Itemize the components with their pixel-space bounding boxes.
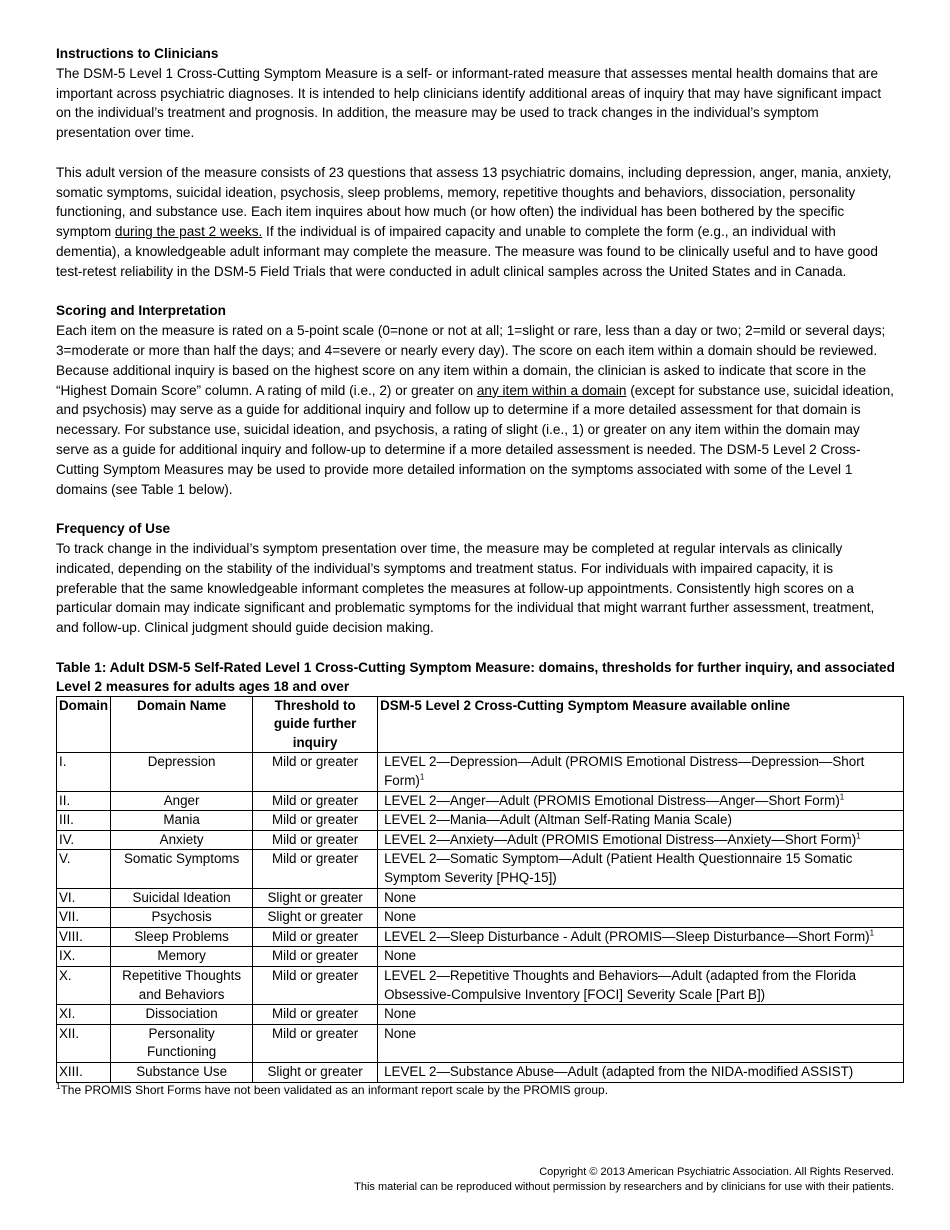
- domain-name-cell-text: Anger: [163, 792, 200, 808]
- table-row: [57, 830, 904, 850]
- scoring-heading: Scoring and Interpretation: [56, 303, 226, 319]
- frequency-heading: Frequency of Use: [56, 521, 171, 537]
- level2-measure-cell-text: None: [384, 889, 417, 905]
- domain-name-cell: [111, 830, 253, 850]
- threshold-cell-text: Mild or greater: [271, 1025, 359, 1041]
- threshold-cell: [253, 753, 378, 791]
- threshold-cell-text: Slight or greater: [267, 1063, 363, 1079]
- domain-cell: [57, 811, 111, 831]
- domain-name-cell-text: Dissociation: [145, 1006, 218, 1022]
- document-page: [56, 44, 896, 1098]
- instructions-paragraph-2-text-a: This adult version of the measure consists of 23 questions that assess 13 psychiatric domains, including depression, anger, mania, anxiety, somatic symptoms, suicidal ideation, psychosis, sleep problems, memory, repetitive thoughts and behaviors, dissociation, personality functioning, and substance use. Each item inquires about how much (or how often) the individual has been bothered by the specific symptom: [56, 164, 892, 240]
- instructions-paragraph-2-text-b: If the individual is of impaired capacity and unable to complete the form (e.g., an individual with dementia), a knowledgeable adult informant may complete the measure. The measure was found to be clinically useful and to have good test-retest reliability in the DSM-5 Field Trials that were conducted in adult clinical samples across the United States and in Canada.: [56, 224, 878, 279]
- threshold-cell: [253, 947, 378, 967]
- header-domain-name: Domain Name: [111, 696, 253, 753]
- domain-name-cell-text: Psychosis: [151, 909, 212, 925]
- domain-name-cell: [111, 927, 253, 947]
- table-row: [57, 1062, 904, 1082]
- domain-name-cell: [111, 1024, 253, 1062]
- domain-cell-text: VIII.: [59, 928, 83, 944]
- threshold-cell: [253, 967, 378, 1005]
- threshold-cell-text: Mild or greater: [271, 968, 359, 984]
- level2-measure-cell-text: None: [384, 909, 417, 925]
- domain-name-cell: [111, 753, 253, 791]
- footnote-text: The PROMIS Short Forms have not been validated as an informant report scale by the PROMIS group.: [60, 1082, 609, 1097]
- table-row: [57, 888, 904, 908]
- domain-name-cell: [111, 850, 253, 888]
- table-header-row: [57, 696, 904, 753]
- header-domain: Domain: [57, 696, 111, 753]
- level2-measure-cell: [378, 927, 904, 947]
- domain-cell-text: XIII.: [59, 1063, 83, 1079]
- level2-measure-cell: [378, 1062, 904, 1082]
- domain-name-cell: [111, 908, 253, 928]
- scoring-underline: any item within a domain: [476, 382, 627, 398]
- domain-cell-text: X.: [59, 968, 72, 984]
- domain-cell-text: IX.: [59, 948, 76, 964]
- level2-measure-cell: [378, 1024, 904, 1062]
- instructions-heading: Instructions to Clinicians: [56, 46, 219, 61]
- domain-cell: [57, 830, 111, 850]
- footnote-reference: 1: [869, 928, 875, 938]
- level2-measure-cell-text: LEVEL 2—Somatic Symptom—Adult (Patient Health Questionnaire 15 Somatic Symptom Severity [PHQ-15]): [384, 851, 853, 886]
- domain-cell-text: I.: [59, 754, 67, 770]
- threshold-cell: [253, 850, 378, 888]
- domain-name-cell-text: Mania: [163, 812, 200, 828]
- domain-cell: [57, 927, 111, 947]
- level2-measure-cell-text: None: [384, 948, 417, 964]
- threshold-cell: [253, 1062, 378, 1082]
- domain-name-cell-text: Memory: [157, 948, 206, 964]
- threshold-cell: [253, 908, 378, 928]
- footnote-reference: 1: [419, 772, 425, 782]
- domain-cell: [57, 908, 111, 928]
- domain-name-cell-text: Sleep Problems: [134, 928, 229, 944]
- table-footnote: [56, 1083, 896, 1098]
- level2-measure-cell-text: LEVEL 2—Anxiety—Adult (PROMIS Emotional Distress—Anxiety—Short Form): [384, 831, 857, 847]
- threshold-cell: [253, 1005, 378, 1025]
- domain-name-cell-text: Somatic Symptoms: [123, 851, 240, 867]
- level2-measure-cell-text: LEVEL 2—Depression—Adult (PROMIS Emotional Distress—Depression—Short Form): [384, 754, 865, 789]
- table-row: [57, 811, 904, 831]
- domain-name-cell: [111, 1062, 253, 1082]
- domain-name-cell-text: Repetitive Thoughts and Behaviors: [122, 968, 242, 1002]
- domain-cell: [57, 850, 111, 888]
- table-row: [57, 947, 904, 967]
- threshold-cell-text: Slight or greater: [267, 889, 363, 905]
- level2-measure-cell-text: LEVEL 2—Anger—Adult (PROMIS Emotional Distress—Anger—Short Form): [384, 792, 840, 808]
- table-row: [57, 927, 904, 947]
- level2-measure-cell: [378, 1005, 904, 1025]
- level2-measure-cell: [378, 888, 904, 908]
- domain-name-cell: [111, 1005, 253, 1025]
- table-body: [57, 753, 904, 1082]
- level2-measure-cell: [378, 791, 904, 811]
- table-row: [57, 753, 904, 791]
- domain-name-cell: [111, 791, 253, 811]
- domain-name-cell: [111, 967, 253, 1005]
- domain-cell: [57, 947, 111, 967]
- header-level2-measure: DSM-5 Level 2 Cross-Cutting Symptom Measure available online: [378, 696, 904, 753]
- instructions-paragraph-2: [56, 163, 896, 282]
- threshold-cell: [253, 927, 378, 947]
- domain-cell: [57, 1005, 111, 1025]
- level2-measure-cell: [378, 908, 904, 928]
- level2-measure-cell: [378, 850, 904, 888]
- level2-measure-cell: [378, 811, 904, 831]
- domain-cell-text: II.: [59, 792, 71, 808]
- domain-name-cell-text: Anxiety: [159, 831, 204, 847]
- threshold-cell: [253, 811, 378, 831]
- level2-measure-cell-text: LEVEL 2—Repetitive Thoughts and Behaviors—Adult (adapted from the Florida Obsessive-Compulsive Inventory [FOCI] Severity Scale [Part B]): [384, 968, 857, 1002]
- threshold-cell-text: Mild or greater: [271, 754, 359, 770]
- copyright-line-1: Copyright © 2013 American Psychiatric Association. All Rights Reserved.: [539, 1166, 894, 1178]
- domain-name-cell: [111, 811, 253, 831]
- level2-measure-cell-text: LEVEL 2—Sleep Disturbance - Adult (PROMIS—Sleep Disturbance—Short Form): [384, 928, 870, 944]
- domain-cell: [57, 967, 111, 1005]
- footnote-mark: 1: [56, 1081, 61, 1091]
- scoring-text-a: Each item on the measure is rated on a 5-point scale (0=none or not at all; 1=slight or rare, less than a day or two; 2=mild or several days; 3=moderate or more than half the days; and 4=severe or nearly every day). The score on each item within a domain should be reviewed. Because additional inquiry is based on the highest score on any item within a domain, the clinician is asked to indicate that score in the “Highest Domain Score” column. A rating of mild (i.e., 2) or greater on: [56, 323, 886, 398]
- table-caption: Table 1: Adult DSM-5 Self-Rated Level 1 Cross-Cutting Symptom Measure: domains, thresholds for further inquiry, and associated Level 2 measures for adults ages 18 and over: [56, 659, 895, 694]
- domain-name-cell-text: Suicidal Ideation: [132, 889, 231, 905]
- domain-cell-text: VI.: [59, 889, 76, 905]
- table-row: [57, 791, 904, 811]
- level2-measure-cell: [378, 947, 904, 967]
- threshold-cell: [253, 1024, 378, 1062]
- domain-cell: [57, 753, 111, 791]
- level2-measure-cell-text: None: [384, 1025, 417, 1041]
- domain-cell-text: III.: [59, 812, 74, 828]
- domain-name-cell-text: Depression: [147, 754, 216, 770]
- level2-measure-cell: [378, 967, 904, 1005]
- scoring-text-b: (except for substance use, suicidal ideation, and psychosis) may serve as a guide for additional inquiry and follow up to determine if a more detailed assessment for that domain is necessary. For substance use, suicidal ideation, and psychosis, a rating of slight (i.e., 1) or greater on any item within the domain may serve as a guide for additional inquiry and follow-up to determine if a more detailed assessment is needed. The DSM-5 Level 2 Cross-Cutting Symptom Measures may be used to provide more detailed information on the symptoms associated with some of the Level 1 domains (see Table 1 below).: [56, 382, 894, 497]
- threshold-cell-text: Mild or greater: [271, 812, 359, 828]
- header-threshold: Threshold to guide further inquiry: [253, 696, 378, 753]
- domain-cell: [57, 1062, 111, 1082]
- threshold-cell-text: Mild or greater: [271, 948, 359, 964]
- domain-name-cell: [111, 947, 253, 967]
- frequency-paragraph: To track change in the individual’s symptom presentation over time, the measure may be completed at regular intervals as clinically indicated, depending on the stability of the individual’s symptoms and treatment status. For individuals with impaired capacity, it is preferable that the same knowledgeable informant completes the measures at follow-up appointments. Consistently high scores on a particular domain may indicate significant and problematic symptoms for the individual that might warrant further assessment, treatment, and follow-up. Clinical judgment should guide decision making.: [56, 540, 875, 636]
- footnote-reference: 1: [856, 831, 861, 841]
- threshold-cell-text: Mild or greater: [271, 831, 359, 847]
- domain-name-cell-text: Personality Functioning: [146, 1025, 217, 1060]
- threshold-cell-text: Slight or greater: [267, 909, 363, 925]
- level2-measure-cell-text: LEVEL 2—Substance Abuse—Adult (adapted from the NIDA-modified ASSIST): [384, 1063, 854, 1079]
- domain-cell: [57, 1024, 111, 1062]
- level2-measure-cell: [378, 830, 904, 850]
- instructions-paragraph-1: The DSM-5 Level 1 Cross-Cutting Symptom Measure is a self- or informant-rated measure that assesses mental health domains that are important across psychiatric diagnoses. It is intended to help clinicians identify additional areas of inquiry that may have significant impact on the individual’s treatment and prognosis. In addition, the measure may be used to track changes in the individual’s symptom presentation over time.: [56, 65, 882, 141]
- domain-cell-text: XI.: [59, 1006, 76, 1022]
- table-row: [57, 850, 904, 888]
- table-row: [57, 967, 904, 1005]
- threshold-cell-text: Mild or greater: [271, 928, 359, 944]
- domain-cell-text: VII.: [59, 909, 80, 925]
- table-row: [57, 1024, 904, 1062]
- level2-measure-cell-text: None: [384, 1006, 417, 1022]
- domain-cell-text: XII.: [59, 1025, 80, 1041]
- scoring-paragraph: [56, 321, 896, 499]
- threshold-cell-text: Mild or greater: [271, 851, 359, 867]
- copyright-line-2: This material can be reproduced without permission by researchers and by clinicians for use with their patients.: [354, 1181, 894, 1193]
- footnote-reference: 1: [839, 792, 845, 802]
- domains-table: [56, 696, 904, 1083]
- domain-cell: [57, 791, 111, 811]
- level2-measure-cell-text: LEVEL 2—Mania—Adult (Altman Self-Rating Mania Scale): [384, 812, 732, 828]
- threshold-cell-text: Mild or greater: [271, 792, 359, 808]
- threshold-cell: [253, 791, 378, 811]
- domain-cell-text: IV.: [59, 831, 75, 847]
- instructions-paragraph-2-underline: during the past 2 weeks.: [114, 224, 263, 240]
- domain-name-cell-text: Substance Use: [136, 1063, 228, 1079]
- table-row: [57, 1005, 904, 1025]
- domain-name-cell: [111, 888, 253, 908]
- threshold-cell: [253, 888, 378, 908]
- threshold-cell: [253, 830, 378, 850]
- table-row: [57, 908, 904, 928]
- threshold-cell-text: Mild or greater: [271, 1006, 359, 1022]
- domain-cell: [57, 888, 111, 908]
- copyright-block: [354, 1165, 894, 1195]
- domain-cell-text: V.: [59, 851, 71, 867]
- level2-measure-cell: [378, 753, 904, 791]
